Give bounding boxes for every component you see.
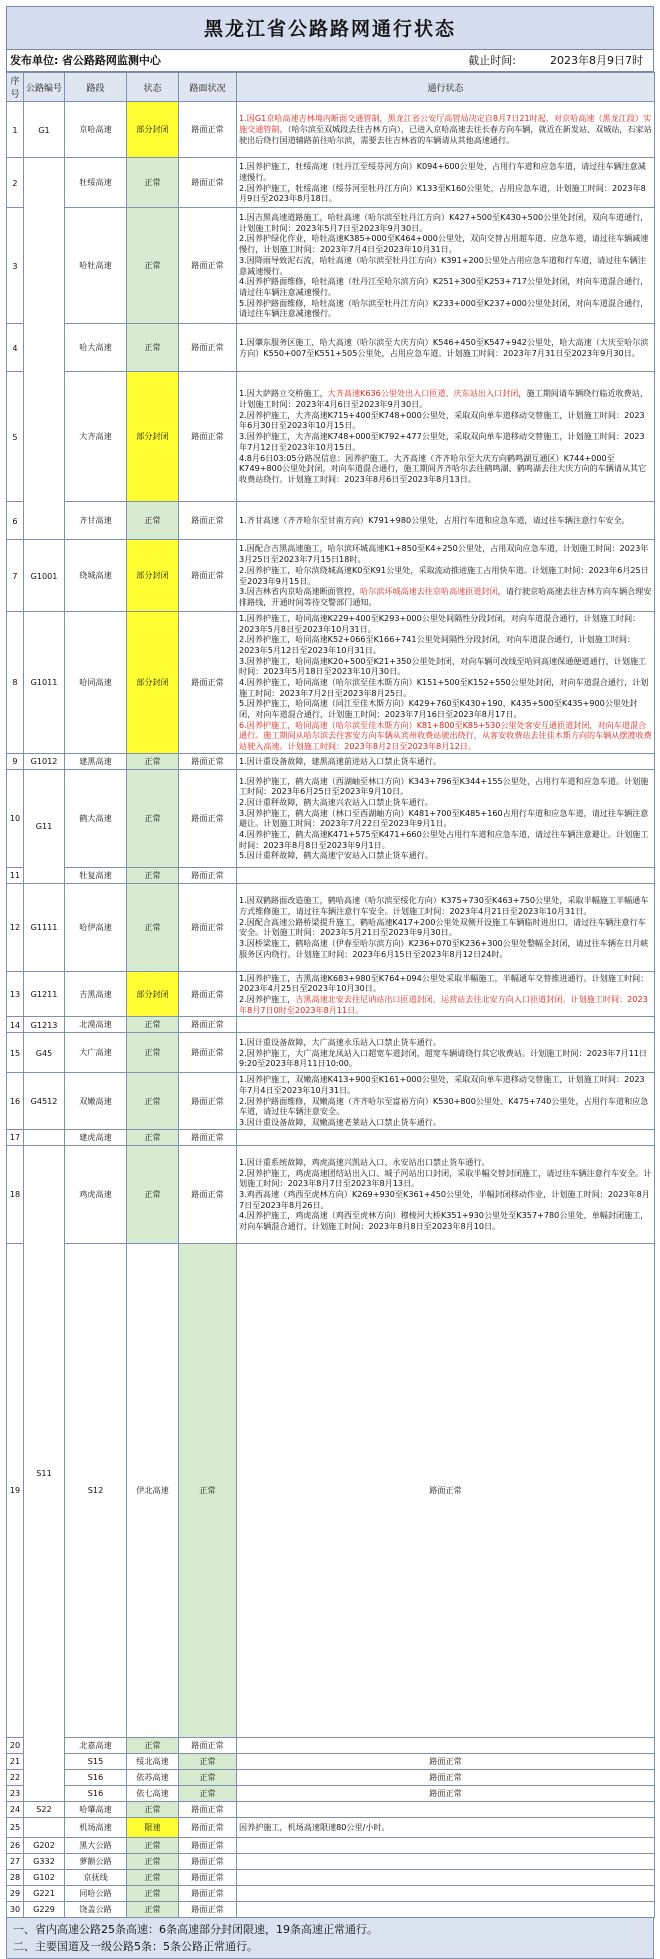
row-number: 19 — [7, 1243, 24, 1737]
road-condition: 路面正常 — [179, 1073, 237, 1129]
table-row — [7, 208, 655, 324]
road-code: G332 — [24, 1853, 65, 1869]
notice-cell — [237, 1837, 655, 1853]
row-number: 29 — [7, 1885, 24, 1901]
status-badge: 正常 — [179, 1753, 237, 1769]
road-segment: 牡绥高速 — [65, 158, 127, 208]
notice-text: 2.因养护施工，大齐高速K715+400至K748+000公里处，采取双向单车道移动交替施工，计划施工时间：2023年6月30日至2023年10月15日。 — [239, 409, 645, 431]
row-number: 14 — [7, 1017, 24, 1033]
notice-cell — [237, 1901, 655, 1917]
road-condition: 路面正常 — [179, 1801, 237, 1817]
notice-text: 1.因养护施工，吉黑高速K683+980至K764+094公里处采取半幅施工，半幅通车交替推进通行。计划施工时间：2023年4月25日至2023年10月30日。 — [239, 972, 649, 994]
status-badge: 正常 — [127, 502, 179, 540]
road-condition: 路面正常 — [179, 372, 237, 502]
notice-text: 2.因养护施工，牡绥高速（绥芬河至牡丹江方向）K133至K160公里处，占用应急车道，计划施工时间：2023年8月9日至2023年8月18日。 — [239, 182, 646, 204]
road-condition: 路面正常 — [179, 1853, 237, 1869]
row-number: 24 — [7, 1801, 24, 1817]
meta-bar — [6, 50, 654, 72]
notice-cell — [237, 769, 655, 867]
road-condition: 路面正常 — [179, 867, 237, 883]
table-row — [7, 1129, 655, 1145]
road-condition: 路面正常 — [179, 1869, 237, 1885]
status-badge: 正常 — [127, 1801, 179, 1817]
row-number: 12 — [7, 883, 24, 971]
row-number: 11 — [7, 867, 24, 883]
road-code: G102 — [24, 1869, 65, 1885]
road-condition: 路面正常 — [179, 102, 237, 158]
road-code: G221 — [24, 1885, 65, 1901]
notice-text: 3.因桥梁施工，鹤哈高速（伊春至哈尔滨方向）K236+070至K236+300公里处整幅全封闭，请过往车辆在日月峡服务区内绕行。计划施工时间：2023年6月15日至2023年8月12日24时。 — [239, 937, 649, 959]
notice-text: 1.因G1京哈高速吉林境内断面交通管制，黑龙江省公安厅高管局决定自8月7日21时起，对京哈高速（黑龙江段）实施交通管制， — [239, 113, 652, 135]
road-code — [24, 158, 65, 540]
summary-box — [6, 1918, 654, 1959]
notice-text: 2.因养护施工，哈同高速K52+066至K166+741公里处间隔性分段封闭，对向车道混合通行，计划施工时间：2023年5月12日至2023年10月31日。 — [239, 634, 636, 656]
table-row — [7, 1769, 655, 1785]
road-code: S15 — [65, 1753, 127, 1769]
status-badge: 正常 — [127, 324, 179, 372]
header-code: 公路编号 — [24, 73, 65, 102]
notice-text: 2.因配合高速公路桥梁提升施工，鹤哈高速K417+200公里处双侧开设施工车辆临时进出口，请过往车辆注意行车安全。计划施工时间：2023年5月21日至2023年9月30日。 — [239, 916, 646, 938]
row-number: 2 — [7, 158, 24, 208]
road-segment: 哈同高速 — [65, 612, 127, 754]
road-segment: 依苏高速 — [127, 1769, 179, 1785]
road-code: S22 — [24, 1801, 65, 1817]
road-code: G202 — [24, 1837, 65, 1853]
status-badge: 部分封闭 — [127, 971, 179, 1017]
row-number: 13 — [7, 971, 24, 1017]
notice-text: 2.因养护施工， — [239, 994, 296, 1005]
notice-text: 5.因养护路面维修，哈牡高速（哈尔滨至牡丹江方向）K233+000至K237+000公里处封闭，对向车道混合通行，请过往车辆注意减速慢行。 — [239, 297, 649, 319]
table-row — [7, 1033, 655, 1073]
notice-text: 3.因吉林省内京哈高速断面管控， — [239, 586, 361, 597]
status-table — [6, 72, 655, 1918]
row-number: 20 — [7, 1737, 24, 1753]
table-row — [7, 158, 655, 208]
notice-cell — [237, 1017, 655, 1033]
status-badge: 正常 — [179, 1769, 237, 1785]
status-badge: 正常 — [127, 883, 179, 971]
row-number: 4 — [7, 324, 24, 372]
road-condition: 路面正常 — [179, 971, 237, 1017]
table-row — [7, 1901, 655, 1917]
row-number: 5 — [7, 372, 24, 502]
notice-text: 1.因肇东服务区施工，哈大高速（哈尔滨至大庆方向）K546+450至K547+942公里处，哈大高速（大庆至哈尔滨方向）K550+007至K551+505公里处，占用应急车道。计划施工时间：2023年7月31日至2023年9月30日。 — [239, 336, 649, 358]
row-number: 16 — [7, 1073, 24, 1129]
table-row — [7, 1801, 655, 1817]
table-row — [7, 1753, 655, 1769]
notice-text: 6.因养护施工，哈同高速（哈尔滨至佳木斯方向）K81+800至K85+530公里处客安互通匝道封闭，对向车道混合通行。施工期间从哈尔滨去往客安方向车辆从宾州收费站驶出绕行，从客安收费站去往佳木斯方向的车辆从摆渡收费站驶入高速。计划施工时间：2023年8月2日至2023年8月12日。 — [239, 719, 652, 752]
road-segment: 大齐高速 — [65, 372, 127, 502]
notice-text: ，施工期间请车辆绕行临近收费站，计划施工时间：2023年4月6日至2023年9月30日。 — [239, 388, 648, 410]
road-segment: 建虎高速 — [65, 1129, 127, 1145]
notice-text: 1.因计重设备故障，大广高速永乐站入口禁止货车通行。 — [239, 1036, 441, 1047]
notice-cell — [237, 540, 655, 612]
status-badge: 正常 — [127, 1737, 179, 1753]
road-code: G229 — [24, 1901, 65, 1917]
road-segment: 哈大高速 — [65, 324, 127, 372]
road-segment: 北嘉高速 — [65, 1737, 127, 1753]
row-number: 21 — [7, 1753, 24, 1769]
status-badge: 限速 — [127, 1817, 179, 1837]
road-condition: 路面正常 — [237, 1243, 655, 1737]
notice-cell — [237, 324, 655, 372]
notice-cell — [237, 1145, 655, 1243]
notice-text: 4.因养护路面维修，哈牡高速（牡丹江至哈尔滨方向）K251+300至K253+717公里处封闭，对向车道混合通行，请过往车辆注意减速慢行。 — [239, 276, 649, 297]
road-code: G1 — [24, 102, 65, 158]
status-badge: 正常 — [127, 867, 179, 883]
road-code — [24, 1817, 65, 1837]
road-segment: 建黑高速 — [65, 753, 127, 769]
row-number: 25 — [7, 1817, 24, 1837]
road-condition: 路面正常 — [179, 502, 237, 540]
road-condition: 路面正常 — [179, 540, 237, 612]
notice-text: 1.因养护施工，哈同高速K229+400至K293+000公里处间隔性分段封闭，对向车道混合通行，计划施工时间：2023年5月8日至2023年10月31日。 — [239, 613, 641, 634]
publisher: 省公路路网监测中心 — [61, 54, 161, 67]
road-code: S12 — [65, 1243, 127, 1737]
road-code: G1211 — [24, 971, 65, 1017]
row-number: 6 — [7, 502, 24, 540]
notice-text: 3.鸡西高速（鸡西至虎林方向）K269+930至K361+450公里处，半幅封闭移动作业，计划施工时间：2023年8月7日至2023年8月26日。 — [239, 1188, 650, 1210]
road-condition: 路面正常 — [179, 883, 237, 971]
notice-text: 1.因养护施工，牡绥高速（牡丹江至绥芬河方向）K094+600公里处，占用行车道和应急车道，请过往车辆注意减速慢行。 — [239, 161, 646, 182]
road-segment: 京抚线 — [65, 1869, 127, 1885]
notice-text: 2.因养护施工，鸡虎高速团结站出入口、城子河站出口封闭，采取半幅交替封闭施工，请过往车辆注意行车安全。计划施工时间：2023年8月7日至2023年8月13日。 — [239, 1167, 652, 1189]
notice-text: 2.因计重秤故障，鹤大高速兴农站入口禁止货车通行。 — [239, 796, 433, 807]
publisher-label: 发布单位: — [10, 54, 59, 67]
road-condition: 路面正常 — [179, 1017, 237, 1033]
table-row — [7, 1853, 655, 1869]
road-segment: 齐甘高速 — [65, 502, 127, 540]
road-segment: 黑大公路 — [65, 1837, 127, 1853]
road-code: S11 — [24, 1145, 65, 1801]
row-number: 17 — [7, 1129, 24, 1145]
traffic-status-sheet — [6, 6, 654, 1959]
road-code: S16 — [65, 1785, 127, 1801]
row-number: 3 — [7, 208, 24, 324]
road-condition: 路面正常 — [179, 1837, 237, 1853]
road-condition: 路面正常 — [179, 158, 237, 208]
status-badge: 正常 — [127, 208, 179, 324]
notice-cell — [237, 1801, 655, 1817]
table-row — [7, 1243, 655, 1737]
road-segment: 北漠高速 — [65, 1017, 127, 1033]
road-condition: 路面正常 — [179, 1033, 237, 1073]
report-title: 黑龙江省公路路网通行状态 — [6, 6, 654, 50]
notice-text: 5.因养护施工，哈同高速（同江至佳木斯方向）K429+760至K430+190、K435+500至K435+900公里处封闭，对向车道混合通行，计划施工时间：2023年7月16日至2023年8月17日。 — [239, 698, 638, 720]
status-badge: 正常 — [127, 753, 179, 769]
notice-text: 1.因吉黑高速道路施工，哈牡高速（哈尔滨至牡丹江方向）K427+500至K430+500公里处封闭，双向车道通行，计划施工时间：2023年5月7日至2023年9月30日。 — [239, 212, 649, 233]
road-segment: 京哈高速 — [65, 102, 127, 158]
table-row — [7, 867, 655, 883]
notice-text: 。计划施工时间：2023年8月7日0时至2023年8月11日。 — [239, 994, 648, 1015]
notice-text: 4.因养护施工，鹤大高速K471+575至K471+660公里处占用行车道和应急车道，请过往车辆注意避让。计划施工时间：2023年8月8日至2023年9月1日。 — [239, 828, 649, 850]
header-notice: 通行状态 — [237, 73, 655, 102]
row-number: 23 — [7, 1785, 24, 1801]
status-badge: 部分封闭 — [127, 540, 179, 612]
road-code: G11 — [24, 769, 65, 883]
notice-cell — [237, 158, 655, 208]
status-badge: 正常 — [127, 1073, 179, 1129]
notice-text: 吉黑高速北安去往尼讷站出口匝道封闭，运营站去往北安方向入口匝道封闭 — [295, 994, 563, 1005]
road-condition: 路面正常 — [179, 612, 237, 754]
road-segment: 哈牡高速 — [65, 208, 127, 324]
table-row — [7, 1869, 655, 1885]
notice-text: 1.因计重设备故障，建黑高速前进站入口禁止货车通行。 — [239, 755, 441, 766]
road-segment: 哈肇高速 — [65, 1801, 127, 1817]
table-row — [7, 324, 655, 372]
row-number: 27 — [7, 1853, 24, 1869]
status-badge: 正常 — [127, 769, 179, 867]
table-row — [7, 372, 655, 502]
notice-cell — [237, 612, 655, 754]
road-condition: 路面正常 — [179, 1737, 237, 1753]
row-number: 10 — [7, 769, 24, 867]
status-badge: 正常 — [127, 1901, 179, 1917]
notice-cell — [237, 867, 655, 883]
road-code: G1111 — [24, 883, 65, 971]
notice-text: 2.因养护绿化作业，哈牡高速K385+000至K464+000公里处，双向交替占用超车道、应急车道，请过往车辆减速慢行，计划施工时间：2023年7月4日至2023年10月31日。 — [239, 233, 649, 255]
road-segment: 绕城高速 — [65, 540, 127, 612]
notice-cell — [237, 1853, 655, 1869]
status-badge: 正常 — [127, 1129, 179, 1145]
road-segment: 鹤大高速 — [65, 769, 127, 867]
notice-text: 4.因养护施工，哈同高速（哈尔滨至佳木斯方向）K151+500至K152+550公里处封闭，对向车道混合通行，计划施工时间：2023年7月2日至2023年8月25日。 — [239, 677, 649, 698]
road-condition: 路面正常 — [237, 1785, 655, 1801]
notice-text: 1.因养护施工，鹤大高速（西湖岫至林口方向）K343+796至K344+155公里处，占用行车道和应急车道。计划施工时间：2023年6月25日至2023年9月10日。 — [239, 775, 649, 797]
road-condition: 路面正常 — [179, 1145, 237, 1243]
table-row — [7, 502, 655, 540]
road-condition: 路面正常 — [179, 1129, 237, 1145]
notice-text: 2.因养护路面维修，双嫩高速（齐齐哈尔至富裕方向）K530+800公里处、K475+740公里处，占用行车道和应急车道，请过往车辆注意安全。 — [239, 1095, 649, 1117]
notice-text: 3.因养护施工，哈同高速K20+500至K21+350公里处封闭，对向车辆可改线至哈同高速保通便道通行，计划施工时间：2023年5月18日至2023年10月30日。 — [239, 655, 647, 677]
road-segment: 鸡虎高速 — [65, 1145, 127, 1243]
deadline: 2023年8月9日7时 — [550, 54, 643, 67]
table-row — [7, 753, 655, 769]
notice-text: 1.因计重系统故障，鸡虎高速兴凯站入口、永安站出口禁止货车通行。 — [239, 1156, 490, 1167]
notice-text: 1.因大萨路立交桥施工， — [239, 388, 328, 399]
notice-cell — [237, 883, 655, 971]
table-row — [7, 1073, 655, 1129]
status-badge: 正常 — [127, 1145, 179, 1243]
summary-line-2: 二、主要国道及一级公路5条：5条公路正常通行。 — [13, 1939, 258, 1953]
road-condition: 路面正常 — [179, 1817, 237, 1837]
road-code: G1213 — [24, 1017, 65, 1033]
road-condition: 路面正常 — [237, 1769, 655, 1785]
road-condition: 路面正常 — [237, 1753, 655, 1769]
road-condition: 路面正常 — [179, 324, 237, 372]
road-code: G1012 — [24, 753, 65, 769]
header-road: 路面状况 — [179, 73, 237, 102]
table-row — [7, 1785, 655, 1801]
row-number: 26 — [7, 1837, 24, 1853]
road-code: G1011 — [24, 612, 65, 754]
road-condition: 路面正常 — [179, 1901, 237, 1917]
road-segment: 大广高速 — [65, 1033, 127, 1073]
road-code: G45 — [24, 1033, 65, 1073]
notice-text: 1.因双鹤路面改造施工，鹤哈高速（哈尔滨至绥化方向）K375+730至K463+750公里处，采取半幅施工半幅通车方式维修施工，请过往车辆注意行车安全。计划施工时间：2023年4月21日至2023年10月31日。 — [239, 895, 649, 916]
notice-text: 1.因养护施工，双嫩高速K413+900至K161+000公里处，采取双向单车道移动交替施工，计划施工时间：2023年7月4日至2023年10月31日。 — [239, 1074, 645, 1096]
road-code: G1001 — [24, 540, 65, 612]
table-row — [7, 1145, 655, 1243]
road-segment: 吉黑高速 — [65, 971, 127, 1017]
notice-cell — [237, 208, 655, 324]
notice-text: 5.因计重秤故障，鹤大高速宁安站入口禁止货车通行。 — [239, 850, 433, 861]
table-row — [7, 883, 655, 971]
road-segment: 伊北高速 — [127, 1243, 179, 1737]
notice-cell — [237, 1737, 655, 1753]
notice-cell — [237, 102, 655, 158]
road-segment: 哈伊高速 — [65, 883, 127, 971]
table-row — [7, 1837, 655, 1853]
notice-cell — [237, 1869, 655, 1885]
row-number: 8 — [7, 612, 24, 754]
notice-text: 因养护施工，机场高速限速80公里/小时。 — [239, 1821, 390, 1832]
notice-cell — [237, 1885, 655, 1901]
row-number: 9 — [7, 753, 24, 769]
header-no: 序号 — [7, 73, 24, 102]
road-condition: 路面正常 — [179, 208, 237, 324]
table-row — [7, 540, 655, 612]
table-row — [7, 1817, 655, 1837]
notice-text: 3.因计重设备故障，双嫩高速老莱站入口禁止货车通行。 — [239, 1117, 441, 1128]
row-number: 7 — [7, 540, 24, 612]
table-row — [7, 971, 655, 1017]
notice-cell — [237, 372, 655, 502]
notice-cell — [237, 502, 655, 540]
deadline-label: 截止时间: — [468, 54, 516, 67]
row-number: 1 — [7, 102, 24, 158]
status-badge: 正常 — [127, 1853, 179, 1869]
road-code: S16 — [65, 1769, 127, 1785]
status-badge: 正常 — [127, 1837, 179, 1853]
summary-line-1: 一、省内高速公路25条高速：6条高速部分封闭限速，19条高速正常通行。 — [13, 1922, 378, 1936]
road-segment: 同哈公路 — [65, 1885, 127, 1901]
table-header — [7, 73, 655, 102]
table-row — [7, 102, 655, 158]
road-code: G4512 — [24, 1073, 65, 1129]
notice-text: 2.因养护施工，大广高速龙凤站入口超宽车道封闭，超宽车辆请绕行其它收费站。计划施工时间：2023年7月11日9:20至2023年8月11日10:00。 — [239, 1047, 647, 1069]
notice-text: 3.因养护施工，大齐高速K748+000至K792+477公里处，采取双向单车道移动交替施工，计划施工时间：2023年7月12日至2023年10月15日。 — [239, 431, 645, 452]
status-badge: 部分封闭 — [127, 372, 179, 502]
notice-text: 1.因配合吉黑高速施工，哈尔滨环城高速K1+850至K4+250公里处，占用双向应急车道，计划施工时间：2023年3月25日至2023年7月15日18时。 — [239, 543, 649, 565]
status-badge: 部分封闭 — [127, 612, 179, 754]
header-segment: 路段 — [65, 73, 127, 102]
road-segment: 机场高速 — [65, 1817, 127, 1837]
notice-cell — [237, 753, 655, 769]
table-row — [7, 1885, 655, 1901]
road-segment: 双嫩高速 — [65, 1073, 127, 1129]
notice-text: 1.齐甘高速（齐齐哈尔至甘南方向）K791+980公里处，占用行车道和应急车道，请过往车辆注意行车安全。 — [239, 515, 630, 526]
road-segment: 依七高速 — [127, 1785, 179, 1801]
status-badge: 正常 — [127, 1869, 179, 1885]
notice-text: ，请行驶京哈高速去往吉林方向车辆合理安排路线，开通时间等待交警部门通知。 — [239, 586, 652, 607]
status-badge: 正常 — [127, 1885, 179, 1901]
status-badge: 正常 — [127, 158, 179, 208]
notice-cell — [237, 971, 655, 1017]
road-condition: 路面正常 — [179, 753, 237, 769]
notice-cell — [237, 1817, 655, 1837]
row-number: 30 — [7, 1901, 24, 1917]
road-segment: 牡复高速 — [65, 867, 127, 883]
row-number: 18 — [7, 1145, 24, 1243]
notice-text: 3.因养护施工，鹤大高速（林口至西湖岫方向）K481+700至K485+160占用行车道和应急车道，请过往车辆注意避让。计划施工时间：2023年7月22日至2023年9月1日。 — [239, 807, 649, 829]
notice-text: 3.因降雨导致泥石流，哈牡高速（哈尔滨至牡丹江方向）K391+200公里处占用应急车道和行车道，请过往车辆注意减速慢行。 — [239, 254, 646, 276]
table-row — [7, 769, 655, 867]
notice-cell — [237, 1129, 655, 1145]
table-row — [7, 612, 655, 754]
status-badge: 正常 — [127, 1017, 179, 1033]
status-badge: 正常 — [179, 1785, 237, 1801]
notice-cell — [237, 1073, 655, 1129]
status-badge: 正常 — [179, 1243, 237, 1737]
road-segment: 饶盖公路 — [65, 1901, 127, 1917]
header-status: 状态 — [127, 73, 179, 102]
row-number: 28 — [7, 1869, 24, 1885]
row-number: 22 — [7, 1769, 24, 1785]
table-row — [7, 1737, 655, 1753]
road-segment: 绥北高速 — [127, 1753, 179, 1769]
table-body — [7, 102, 655, 1918]
status-badge: 正常 — [127, 1033, 179, 1073]
status-badge: 部分封闭 — [127, 102, 179, 158]
notice-text: 哈尔滨环城高速去往京哈高速匝道封闭 — [360, 586, 498, 597]
road-code — [24, 1129, 65, 1145]
notice-text: 4.因养护施工，鸡虎高速（鸡西至虎林方向）穆棱河大桥K351+930公里处至K357+780公里处，单幅封闭施工，对向车辆混合通行，计划施工时间：2023年8月8日至2023年8月10日。 — [239, 1210, 649, 1231]
row-number: 15 — [7, 1033, 24, 1073]
road-segment: 萝额公路 — [65, 1853, 127, 1869]
road-condition: 路面正常 — [179, 1885, 237, 1901]
notice-text: 4.8月6日03:05分路况信息：因养护施工，大齐高速（齐齐哈尔至大庆方向鹤鸣湖互通区）K744+000至K749+800公里处封闭，对向车道混合通行，施工期间齐齐哈尔去往鹤鸣湖、鹤鸣湖去往大庆方向的车辆请从其它收费站绕行。计划施工时间：2023年8月6日至2023年8月13日。 — [239, 452, 647, 484]
notice-text: 大齐高速K636公里处出入口匝道、庆东站出入口封闭 — [327, 388, 519, 399]
road-condition: 路面正常 — [179, 769, 237, 867]
notice-cell — [237, 1033, 655, 1073]
table-row — [7, 1017, 655, 1033]
notice-text: 2.因养护施工，哈尔滨绕城高速K0至K91公里处，采取流动推进施工占用快车道。计划施工时间：2023年6月25日至2023年9月15日。 — [239, 564, 649, 586]
notice-text: （哈尔滨至双城段去往吉林方向），已进入京哈高速去往长春方向车辆，就近在新发站、双城站，石家站驶出后绕行国道辅路前往哈尔滨，需要去往吉林省的车辆请从其他高速通行。 — [239, 124, 652, 145]
